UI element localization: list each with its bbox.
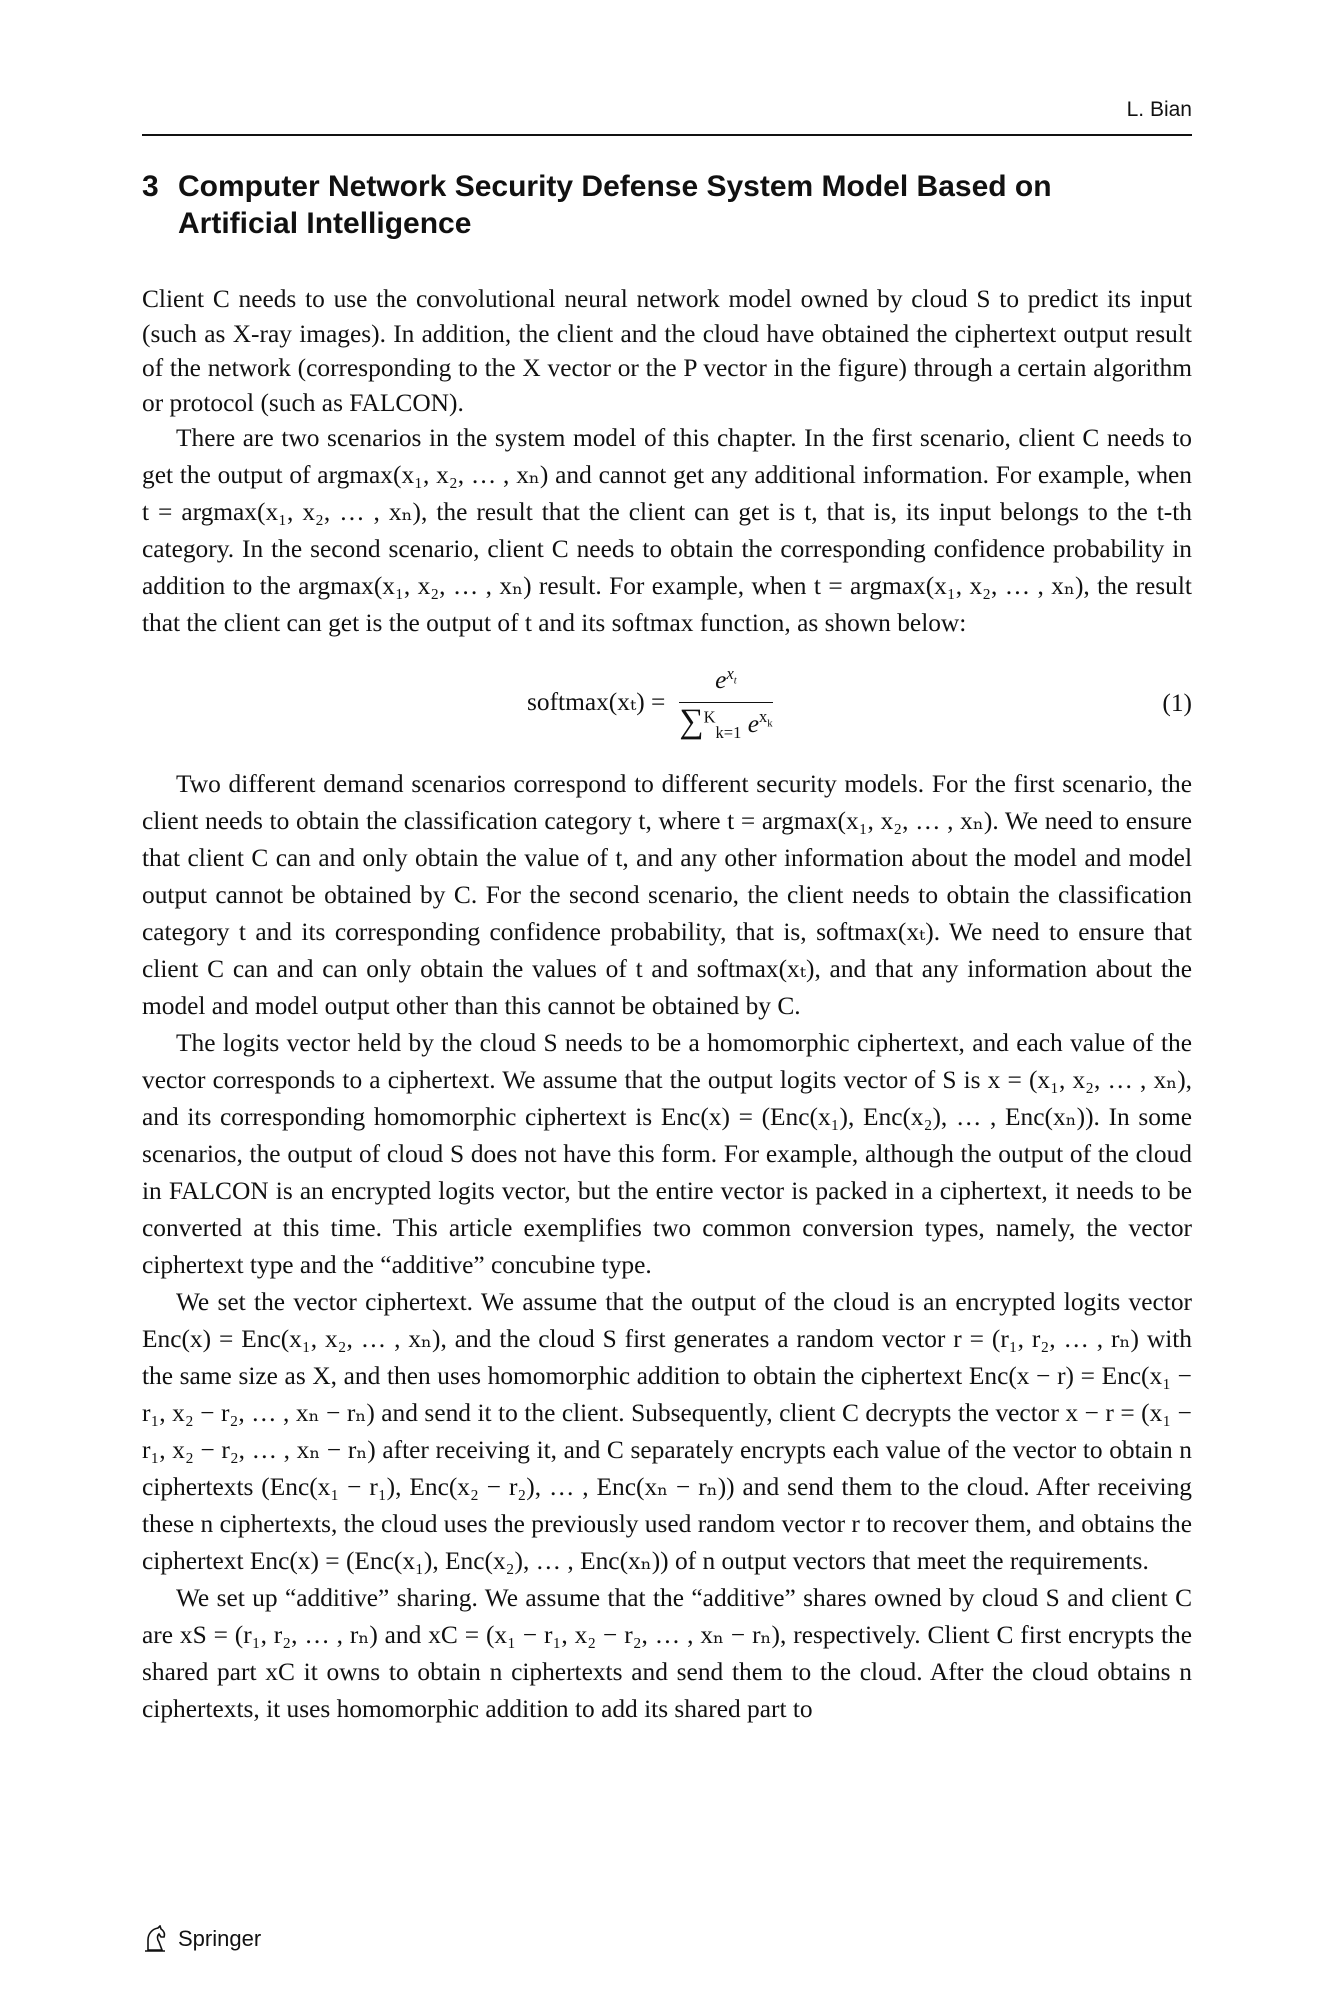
equation-1-denominator: ∑$^K_{k=1}$ $e^{x_k}$ <box>679 702 773 742</box>
equation-1-numerator: $e^{x_t}$ <box>715 663 737 694</box>
springer-horse-icon <box>142 1925 168 1953</box>
running-head: L. Bian <box>1126 98 1192 121</box>
body-text <box>142 282 1192 1728</box>
equation-1-body <box>527 646 773 758</box>
section-number: 3 <box>142 170 159 203</box>
paragraph-5: We set the vector ciphertext. We assume that the output of the cloud is an encrypted logits vector Enc(x) = Enc(x₁, x₂, … , xₙ), and the cloud S first generates a random vector r = (r₁, r₂, … , rₙ) with the same size as X, and then uses homomorphic addition to obtain the ciphertext Enc(x − r) = Enc(x₁ − r₁, x₂ − r₂, … , xₙ − rₙ) and send it to the client. Subsequently, client C decrypts the vector x − r = (x₁ − r₁, x₂ − r₂, … , xₙ − rₙ) after receiving it, and C separately encrypts each value of the vector to obtain n ciphertexts (Enc(x₁ − r₁), Enc(x₂ − r₂), … , Enc(xₙ − rₙ)) and send them to the cloud. After receiving these n ciphertexts, the cloud uses the previously used random vector r to recover them, and obtains the ciphertext Enc(x) = (Enc(x₁), Enc(x₂), … , Enc(xₙ)) of n output vectors that meet the requirements. <box>142 1288 1192 1575</box>
publisher-name: Springer <box>178 1926 262 1951</box>
section-title: Computer Network Security Defense System Model Based on Artificial Intelligence <box>178 170 1052 240</box>
page-footer <box>142 1925 261 1953</box>
paragraph-4: The logits vector held by the cloud S needs to be a homomorphic ciphertext, and each value of the vector corresponds to a ciphertext. We assume that the output logits vector of S is x = (x₁, x₂, … , xₙ), and its corresponding homomorphic ciphertext is Enc(x) = (Enc(x₁), Enc(x₂), … , Enc(xₙ)). In some scenarios, the output of cloud S does not have this form. For example, although the output of the cloud in FALCON is an encrypted logits vector, but the entire vector is packed in a ciphertext, it needs to be converted at this time. This article exemplifies two common conversion types, namely, the vector ciphertext type and the “additive” concubine type. <box>142 1029 1192 1279</box>
paragraph-2: There are two scenarios in the system model of this chapter. In the first scenario, client C needs to get the output of argmax(x₁, x₂, … , xₙ) and cannot get any additional information. For example, when t = argmax(x₁, x₂, … , xₙ), the result that the client can get is t, that is, its input belongs to the t-th category. In the second scenario, client C needs to obtain the corresponding confidence probability in addition to the argmax(x₁, x₂, … , xₙ) result. For example, when t = argmax(x₁, x₂, … , xₙ), the result that the client can get is the output of t and its softmax function, as shown below: <box>142 424 1192 637</box>
paragraph-3: Two different demand scenarios correspond to different security models. For the first scenario, the client needs to obtain the classification category t, where t = argmax(x₁, x₂, … , xₙ). We need to ensure that client C can and only obtain the value of t, and any other information about the model and model output cannot be obtained by C. For the second scenario, the client needs to obtain the classification category t and its corresponding confidence probability, that is, softmax(xₜ). We need to ensure that client C can and can only obtain the values of t and softmax(xₜ), and that any information about the model and model output other than this cannot be obtained by C. <box>142 770 1192 1020</box>
equation-1 <box>142 646 1192 758</box>
paragraph-6: We set up “additive” sharing. We assume that the “additive” shares owned by cloud S and client C are xS = (r₁, r₂, … , rₙ) and xC = (x₁ − r₁, x₂ − r₂, … , xₙ − rₙ), respectively. Client C first encrypts the shared part xC it owns to obtain n ciphertexts and send them to the cloud. After the cloud obtains n ciphertexts, it uses homomorphic addition to add its shared part to <box>142 1584 1192 1723</box>
equation-1-fraction <box>679 663 772 741</box>
header-rule <box>142 134 1192 136</box>
paragraph-1: Client C needs to use the convolutional neural network model owned by cloud S to predict its input (such as X-ray images). In addition, the client and the cloud have obtained the ciphertext output result of the network (corresponding to the X vector or the P vector in the figure) through a certain algorithm or protocol (such as FALCON). <box>142 285 1192 417</box>
section-heading <box>142 168 1142 242</box>
equation-1-lhs: softmax(xₜ) = <box>527 687 666 716</box>
equation-1-number: (1) <box>1162 689 1192 717</box>
